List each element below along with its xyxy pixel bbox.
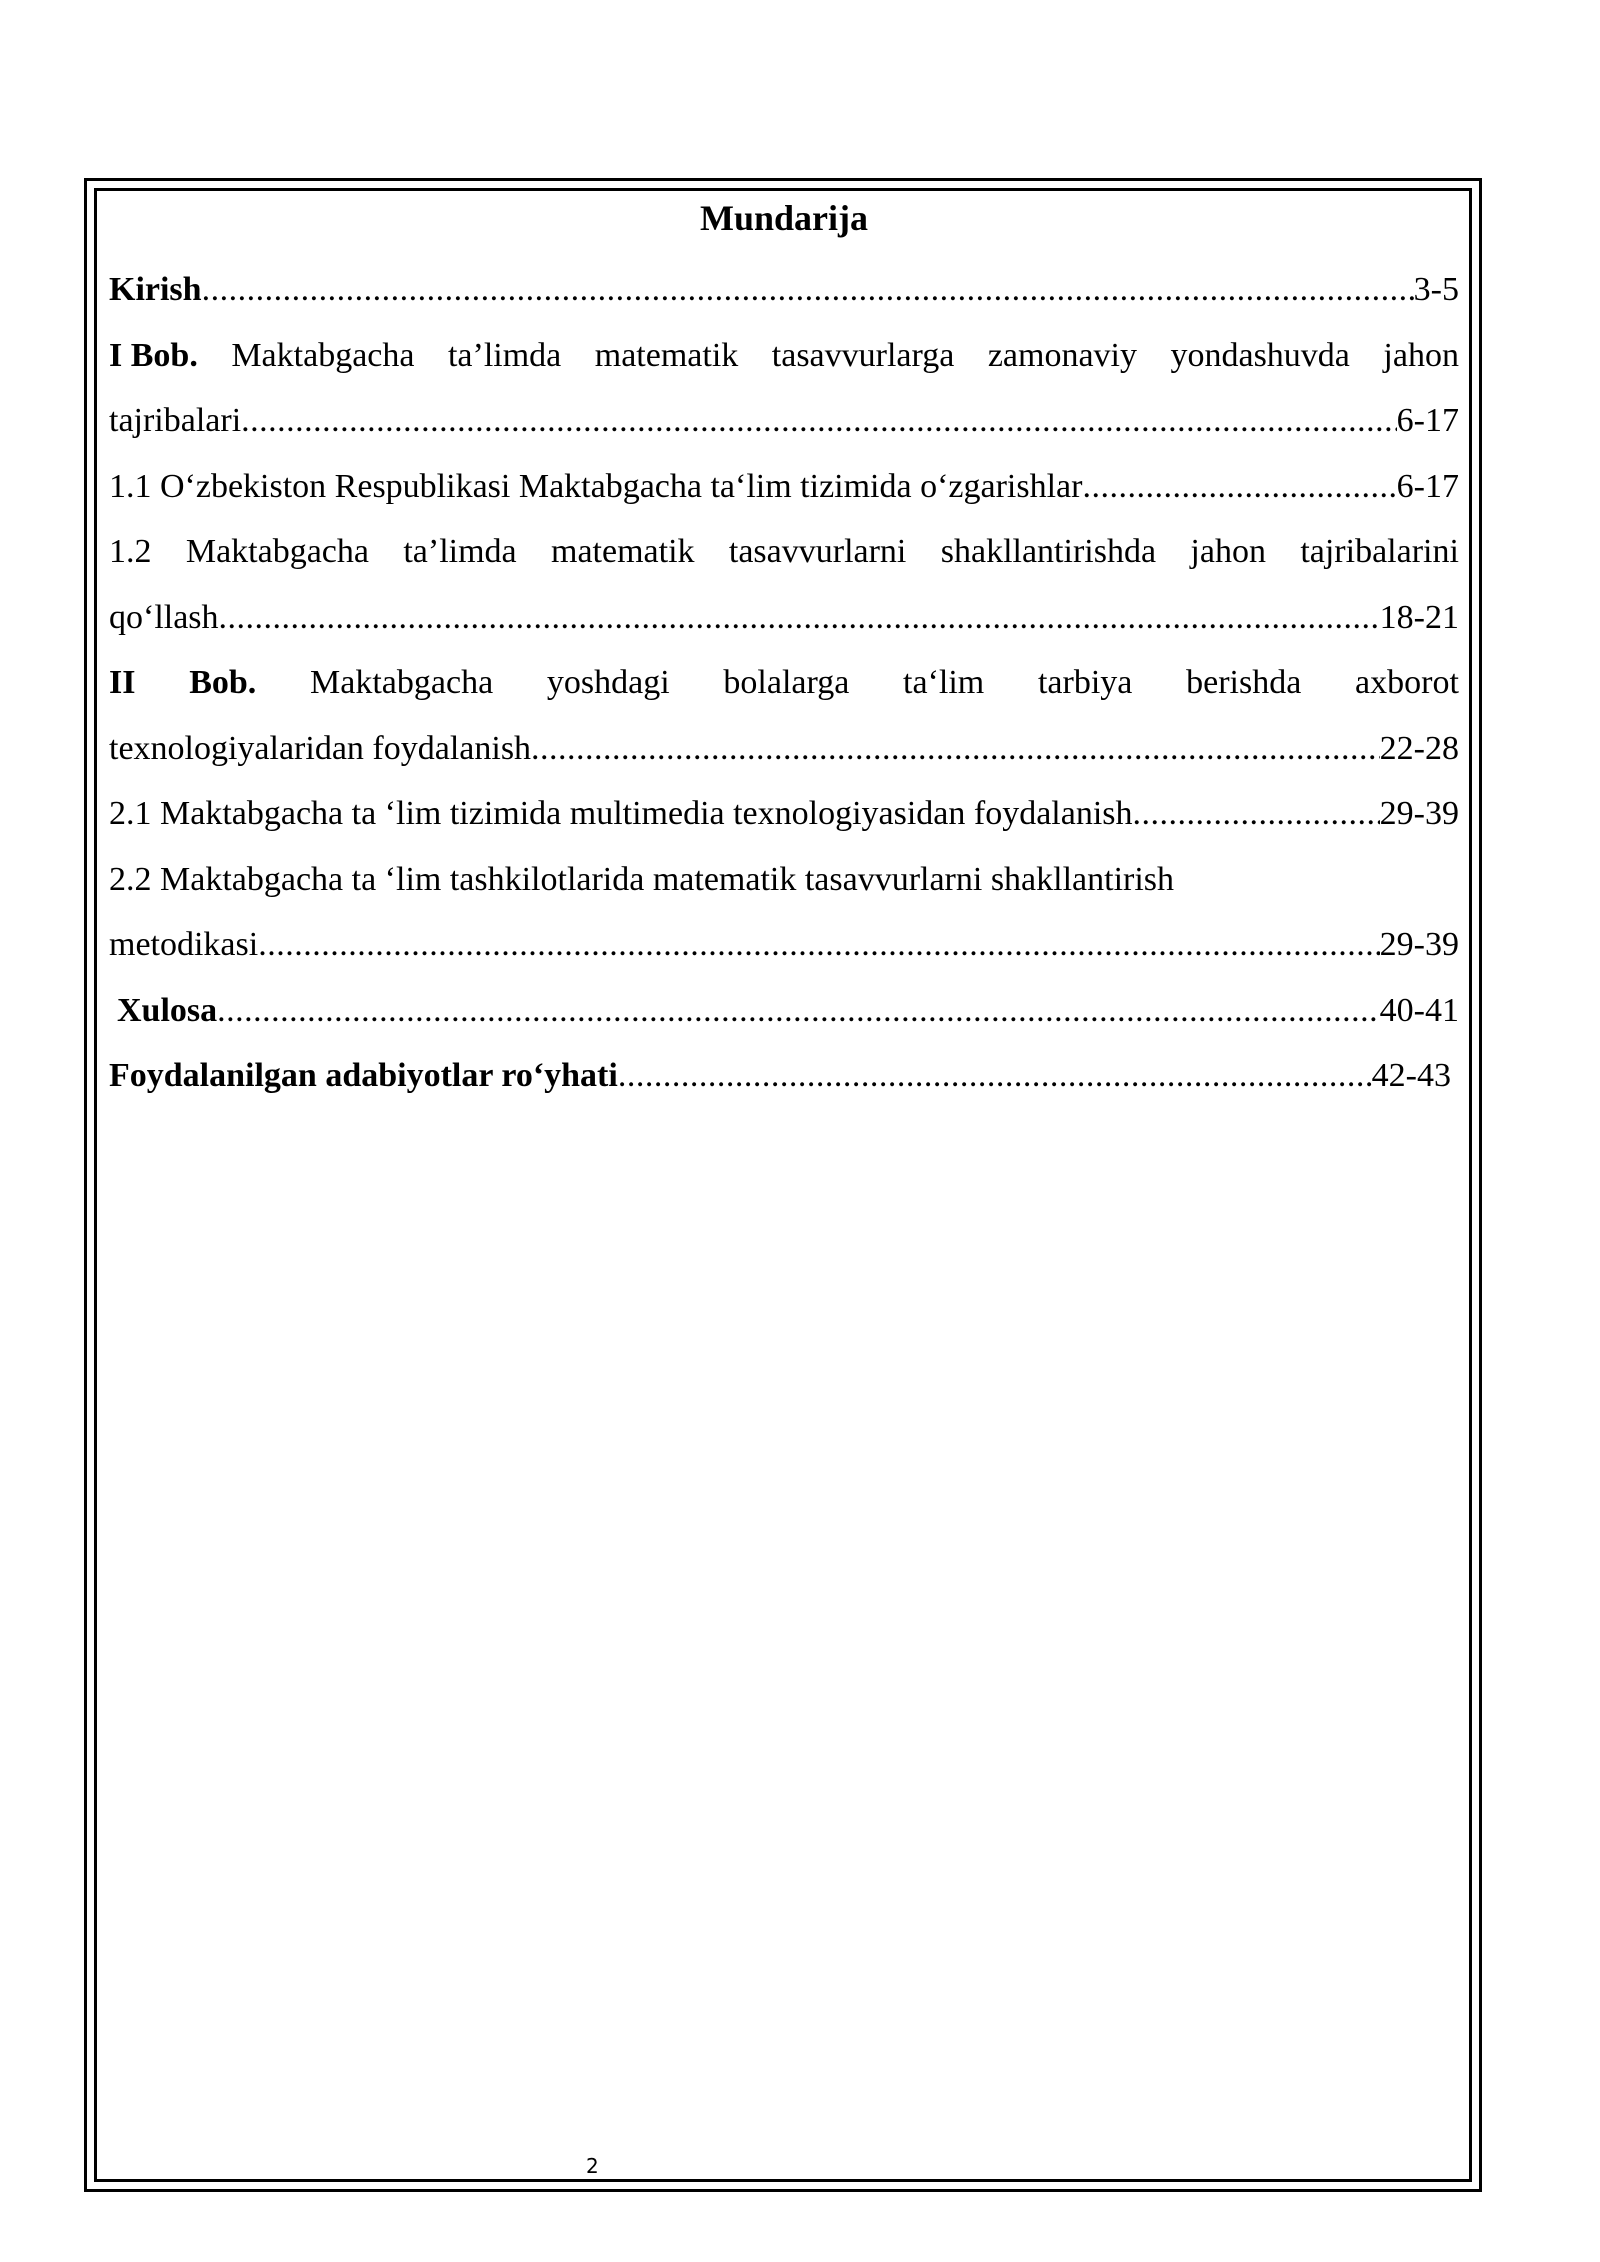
toc-label: qo‘llash xyxy=(109,598,219,636)
toc-label: Foydalanilgan adabiyotlar ro‘yhati xyxy=(109,1057,618,1094)
word: axborot xyxy=(1355,664,1459,701)
dot-leader xyxy=(219,585,1380,651)
toc-entry-1-2-line2[interactable] xyxy=(109,585,1459,651)
dot-leader xyxy=(618,1043,1372,1109)
word: tajribalarini xyxy=(1300,533,1459,570)
word: ta’limda xyxy=(403,533,517,570)
chapter-number: II xyxy=(109,664,136,701)
word: jahon xyxy=(1190,533,1266,570)
dot-leader xyxy=(217,978,1380,1044)
toc-entry-kirish[interactable] xyxy=(109,257,1459,323)
toc-label: metodikasi xyxy=(109,926,259,963)
toc-entry-xulosa[interactable] xyxy=(109,978,1459,1044)
word: ta’limda xyxy=(447,336,562,374)
word: tasavvurlarga xyxy=(771,336,955,374)
toc-page: 22-28 xyxy=(1379,729,1459,767)
word: zamonaviy xyxy=(987,336,1137,374)
toc-title: Mundarija xyxy=(699,198,868,238)
toc-entry-1-1[interactable] xyxy=(109,454,1459,520)
toc-page: 29-39 xyxy=(1379,926,1459,963)
word: ta‘lim xyxy=(903,664,985,701)
toc-entry-1-2-line1[interactable] xyxy=(109,519,1459,585)
chapter-word: Bob. xyxy=(189,664,257,701)
word: tarbiya xyxy=(1037,664,1133,701)
dot-leader xyxy=(241,388,1397,454)
toc-entry-bob1-line1[interactable] xyxy=(109,323,1459,389)
word: berishda xyxy=(1186,664,1302,701)
toc-page: 29-39 xyxy=(1379,795,1459,832)
dot-leader xyxy=(531,716,1380,782)
toc-entry-2-2-line1[interactable]: 2.2 Maktabgacha ta ‘lim tashkilotlarida matematik tasavvurlarni shakllantirish xyxy=(109,860,1175,898)
word: shakllantirishda xyxy=(940,533,1157,570)
word: yoshdagi xyxy=(546,664,670,701)
word: Maktabgacha xyxy=(185,533,369,570)
page-number: 2 xyxy=(586,2154,599,2178)
toc-page: 40-41 xyxy=(1379,991,1459,1029)
toc-entry-bob2-line1[interactable] xyxy=(109,650,1459,716)
toc-entry-bob2-line2[interactable] xyxy=(109,716,1459,782)
toc-page: 3-5 xyxy=(1413,271,1459,308)
dot-leader xyxy=(1082,454,1396,520)
toc-page: 42-43 xyxy=(1371,1057,1451,1094)
chapter-number: I Bob. xyxy=(109,336,198,374)
dot-leader xyxy=(1133,781,1380,847)
word: Maktabgacha xyxy=(310,664,494,701)
dot-leader xyxy=(202,257,1414,323)
toc-entry-adabiyot[interactable] xyxy=(109,1043,1459,1109)
toc-page: 6-17 xyxy=(1396,402,1459,439)
toc-entry-2-2-line2[interactable] xyxy=(109,912,1459,978)
toc-label: Kirish xyxy=(109,271,202,308)
dot-leader xyxy=(258,912,1379,978)
word: Maktabgacha xyxy=(231,336,415,374)
word: matematik xyxy=(551,533,695,570)
toc-label: Xulosa xyxy=(117,991,218,1029)
toc-page: 18-21 xyxy=(1379,598,1459,636)
word: yondashuvda xyxy=(1170,336,1350,374)
word: matematik xyxy=(594,336,739,374)
toc-label: texnologiyalaridan foydalanish xyxy=(109,729,532,767)
table-of-contents xyxy=(109,192,1459,1109)
toc-label: 1.1 O‘zbekiston Respublikasi Maktabgacha ta‘lim tizimida o‘zgarishlar xyxy=(109,467,1083,505)
word: jahon xyxy=(1383,336,1459,374)
toc-label: tajribalari xyxy=(109,402,242,439)
toc-page: 6-17 xyxy=(1396,467,1459,505)
word: 1.2 xyxy=(109,533,152,570)
toc-entry-2-1[interactable] xyxy=(109,781,1459,847)
toc-entry-bob1-line2[interactable] xyxy=(109,388,1459,454)
toc-label: 2.1 Maktabgacha ta ‘lim tizimida multimedia texnologiyasidan foydalanish xyxy=(109,795,1133,832)
word: bolalarga xyxy=(723,664,850,701)
word: tasavvurlarni xyxy=(728,533,907,570)
